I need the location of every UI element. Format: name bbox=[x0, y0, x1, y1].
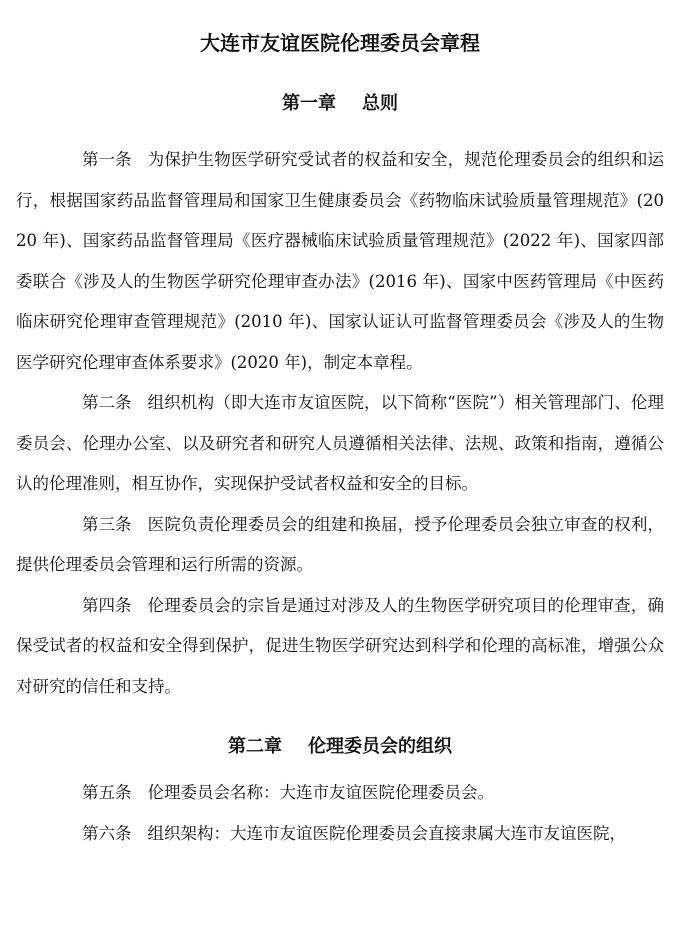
article-3-label: 第三条 bbox=[82, 514, 132, 534]
chapter-1-title bbox=[16, 92, 664, 136]
article-1-text: 为保护生物医学研究受试者的权益和安全，规范伦理委员会的组织和运行，根据国家药品监督管理局和国家卫生健康委员会《药物临床试验质量管理规范》(2020 年)、国家药品监督管理局《医疗器械临床试验质量管理规范》(2022 年)、国家四部委联合《涉及人的生物医学研究伦理审查办法》(2016 年)、国家中医药管理局《中医药临床研究伦理审查管理规范》(2010 年)、国家认证认可监督管理委员会《涉及人的生物医学研究伦理审查体系要求》(2020 年)，制定本章程。 bbox=[16, 150, 664, 372]
chapter-1-number: 第一章 bbox=[282, 93, 336, 114]
article-6 bbox=[16, 814, 664, 855]
chapter-1-name: 总则 bbox=[362, 93, 398, 114]
chapter-2-name: 伦理委员会的组织 bbox=[308, 736, 452, 757]
article-2-text: 组织机构（即大连市友谊医院，以下简称“医院”）相关管理部门、伦理委员会、伦理办公室、以及研究者和研究人员遵循相关法律、法规、政策和指南，遵循公认的伦理准则，相互协作，实现保护受试者权益和安全的目标。 bbox=[16, 393, 664, 493]
chapter-2-title bbox=[16, 735, 664, 773]
article-5-text: 伦理委员会名称：大连市友谊医院伦理委员会。 bbox=[147, 783, 494, 802]
article-4 bbox=[16, 586, 664, 708]
article-6-text: 组织架构：大连市友谊医院伦理委员会直接隶属大连市友谊医院， bbox=[147, 823, 626, 843]
article-5 bbox=[16, 773, 664, 814]
article-4-text: 伦理委员会的宗旨是通过对涉及人的生物医学研究项目的伦理审查，确保受试者的权益和安全得到保护，促进生物医学研究达到科学和伦理的高标准，增强公众对研究的信任和支持。 bbox=[16, 595, 664, 696]
article-5-label: 第五条 bbox=[82, 783, 132, 802]
article-3 bbox=[16, 505, 664, 586]
article-2-label: 第二条 bbox=[82, 393, 132, 412]
chapter-2-number: 第二章 bbox=[228, 736, 282, 757]
article-3-text: 医院负责伦理委员会的组建和换届，授予伦理委员会独立审查的权利，提供伦理委员会管理和运行所需的资源。 bbox=[16, 514, 664, 574]
article-4-label: 第四条 bbox=[82, 595, 132, 615]
document-title: 大连市友谊医院伦理委员会章程 bbox=[200, 31, 480, 55]
article-1-label: 第一条 bbox=[82, 150, 132, 169]
article-2 bbox=[16, 383, 664, 505]
article-1 bbox=[16, 140, 664, 383]
article-6-label: 第六条 bbox=[82, 823, 132, 843]
